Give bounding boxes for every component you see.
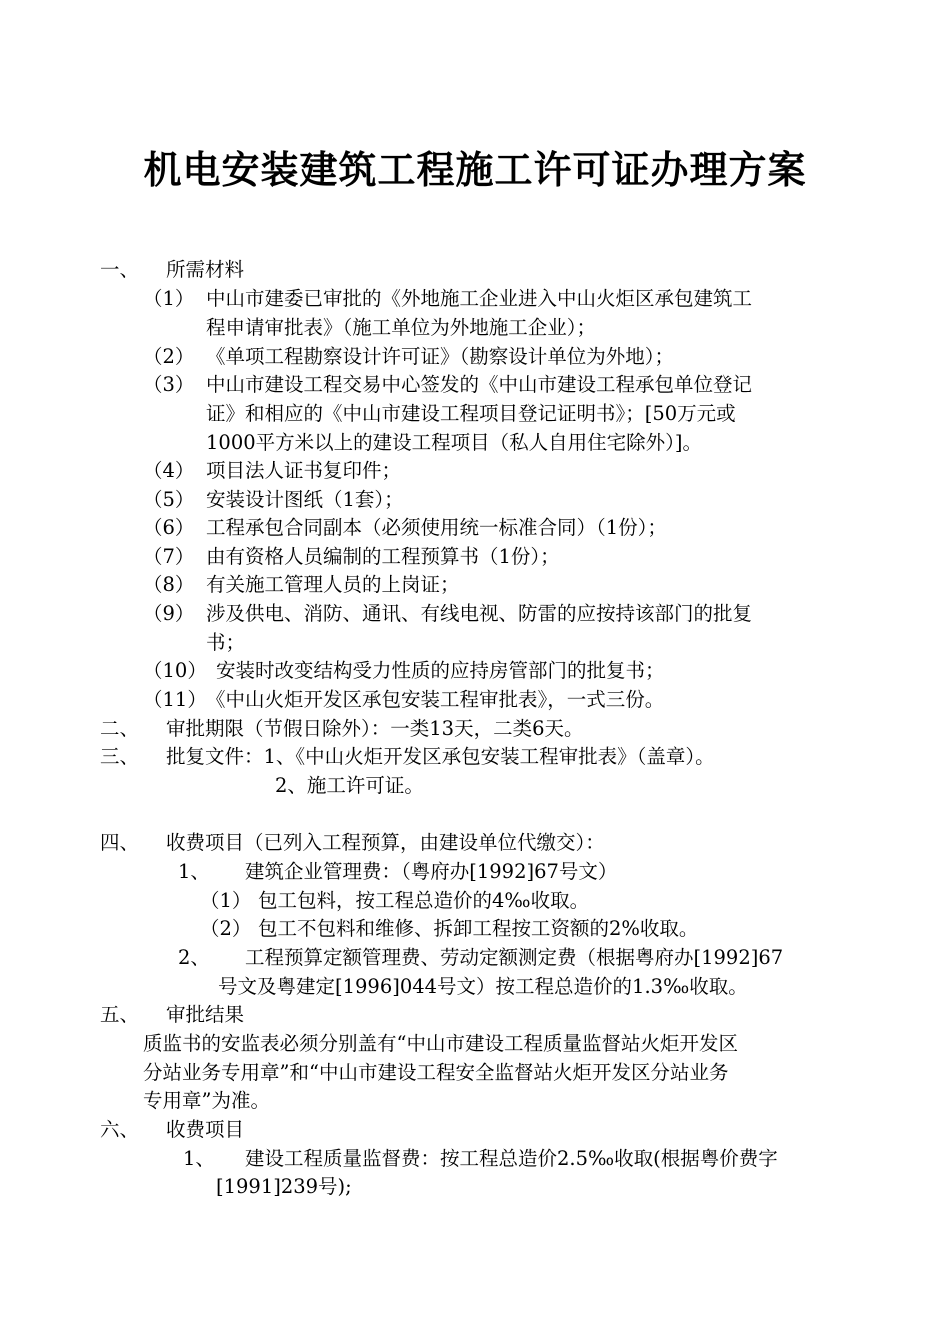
section-6-heading: 收费项目 bbox=[166, 1118, 245, 1141]
approval-doc-item: 2、施工许可证。 bbox=[275, 774, 424, 797]
result-text: 质监书的安监表必须分别盖有“中山市建设工程质量监督站火炬开发区 bbox=[143, 1032, 738, 1055]
material-text: 安装设计图纸（1套）； bbox=[206, 488, 404, 511]
result-text: 专用章”为准。 bbox=[143, 1089, 270, 1112]
material-text: 中山市建设工程交易中心签发的《中山市建设工程承包单位登记 bbox=[206, 373, 753, 396]
section-2-number: 二、 bbox=[100, 717, 140, 740]
material-number: （4） bbox=[143, 459, 195, 482]
section-4-number: 四、 bbox=[100, 831, 140, 854]
section-1-heading: 所需材料 bbox=[166, 258, 245, 281]
fee-item-text: 工程预算定额管理费、劳动定额测定费（根据粤府办[1992]67 bbox=[245, 946, 784, 969]
fee-sub-text: 包工包料，按工程总造价的4‰收取。 bbox=[258, 889, 590, 912]
section-3-number: 三、 bbox=[100, 745, 140, 768]
material-text: 由有资格人员编制的工程预算书（1份）； bbox=[206, 545, 560, 568]
material-text: 涉及供电、消防、通讯、有线电视、防雷的应按持该部门的批复 bbox=[206, 602, 753, 625]
material-text: 项目法人证书复印件； bbox=[206, 459, 402, 482]
fee-item-number: 2、 bbox=[178, 946, 210, 969]
fee2-item-text: 建设工程质量监督费：按工程总造价2.5‰收取(根据粤价费字 bbox=[245, 1147, 778, 1170]
material-number: （9） bbox=[143, 602, 195, 625]
fee-item-text: 号文及粤建定[1996]044号文）按工程总造价的1.3‰收取。 bbox=[218, 975, 748, 998]
fee-item-text: 建筑企业管理费：（粤府办[1992]67号文） bbox=[245, 860, 618, 883]
material-text: 《单项工程勘察设计许可证》（勘察设计单位为外地）； bbox=[206, 345, 675, 368]
material-text: 《中山火炬开发区承包安装工程审批表》，一式三份。 bbox=[206, 688, 665, 711]
fee-sub-number: （1） bbox=[200, 889, 252, 912]
material-text: 1000平方米以上的建设工程项目（私人自用住宅除外）]。 bbox=[206, 431, 702, 454]
material-text: 程申请审批表》（施工单位为外地施工企业）； bbox=[206, 316, 597, 339]
fee-sub-text: 包工不包料和维修、拆卸工程按工资额的2%收取。 bbox=[258, 917, 699, 940]
material-number: （8） bbox=[143, 573, 195, 596]
section-5-number: 五、 bbox=[100, 1003, 140, 1026]
material-number: （2） bbox=[143, 345, 195, 368]
document-title: 机电安装建筑工程施工许可证办理方案 bbox=[143, 147, 807, 192]
material-text: 证》和相应的《中山市建设工程项目登记证明书》；[50万元或 bbox=[206, 402, 736, 425]
section-2-heading: 审批期限（节假日除外）：一类13天，二类6天。 bbox=[166, 717, 584, 740]
material-text: 安装时改变结构受力性质的应持房管部门的批复书； bbox=[216, 659, 665, 682]
material-number: （11） bbox=[143, 688, 207, 711]
fee2-item-number: 1、 bbox=[183, 1147, 215, 1170]
result-text: 分站业务专用章”和“中山市建设工程安全监督站火炬开发区分站业务 bbox=[143, 1061, 729, 1084]
material-number: （5） bbox=[143, 488, 195, 511]
section-6-number: 六、 bbox=[100, 1118, 140, 1141]
section-5-heading: 审批结果 bbox=[166, 1003, 245, 1026]
material-text: 书； bbox=[206, 631, 246, 654]
material-number: （7） bbox=[143, 545, 195, 568]
fee2-item-text: [1991]239号); bbox=[216, 1175, 352, 1198]
material-text: 工程承包合同副本（必须使用统一标准合同）（1份）； bbox=[206, 516, 667, 539]
fee-item-number: 1、 bbox=[178, 860, 210, 883]
section-1-number: 一、 bbox=[100, 258, 140, 281]
section-3-heading: 批复文件：1、《中山火炬开发区承包安装工程审批表》（盖章）。 bbox=[166, 745, 715, 768]
fee-sub-number: （2） bbox=[200, 917, 252, 940]
section-4-heading: 收费项目（已列入工程预算，由建设单位代缴交）： bbox=[166, 831, 605, 854]
material-number: （10） bbox=[143, 659, 207, 682]
material-text: 中山市建委已审批的《外地施工企业进入中山火炬区承包建筑工 bbox=[206, 287, 753, 310]
material-number: （1） bbox=[143, 287, 195, 310]
material-number: （3） bbox=[143, 373, 195, 396]
material-text: 有关施工管理人员的上岗证； bbox=[206, 573, 460, 596]
material-number: （6） bbox=[143, 516, 195, 539]
